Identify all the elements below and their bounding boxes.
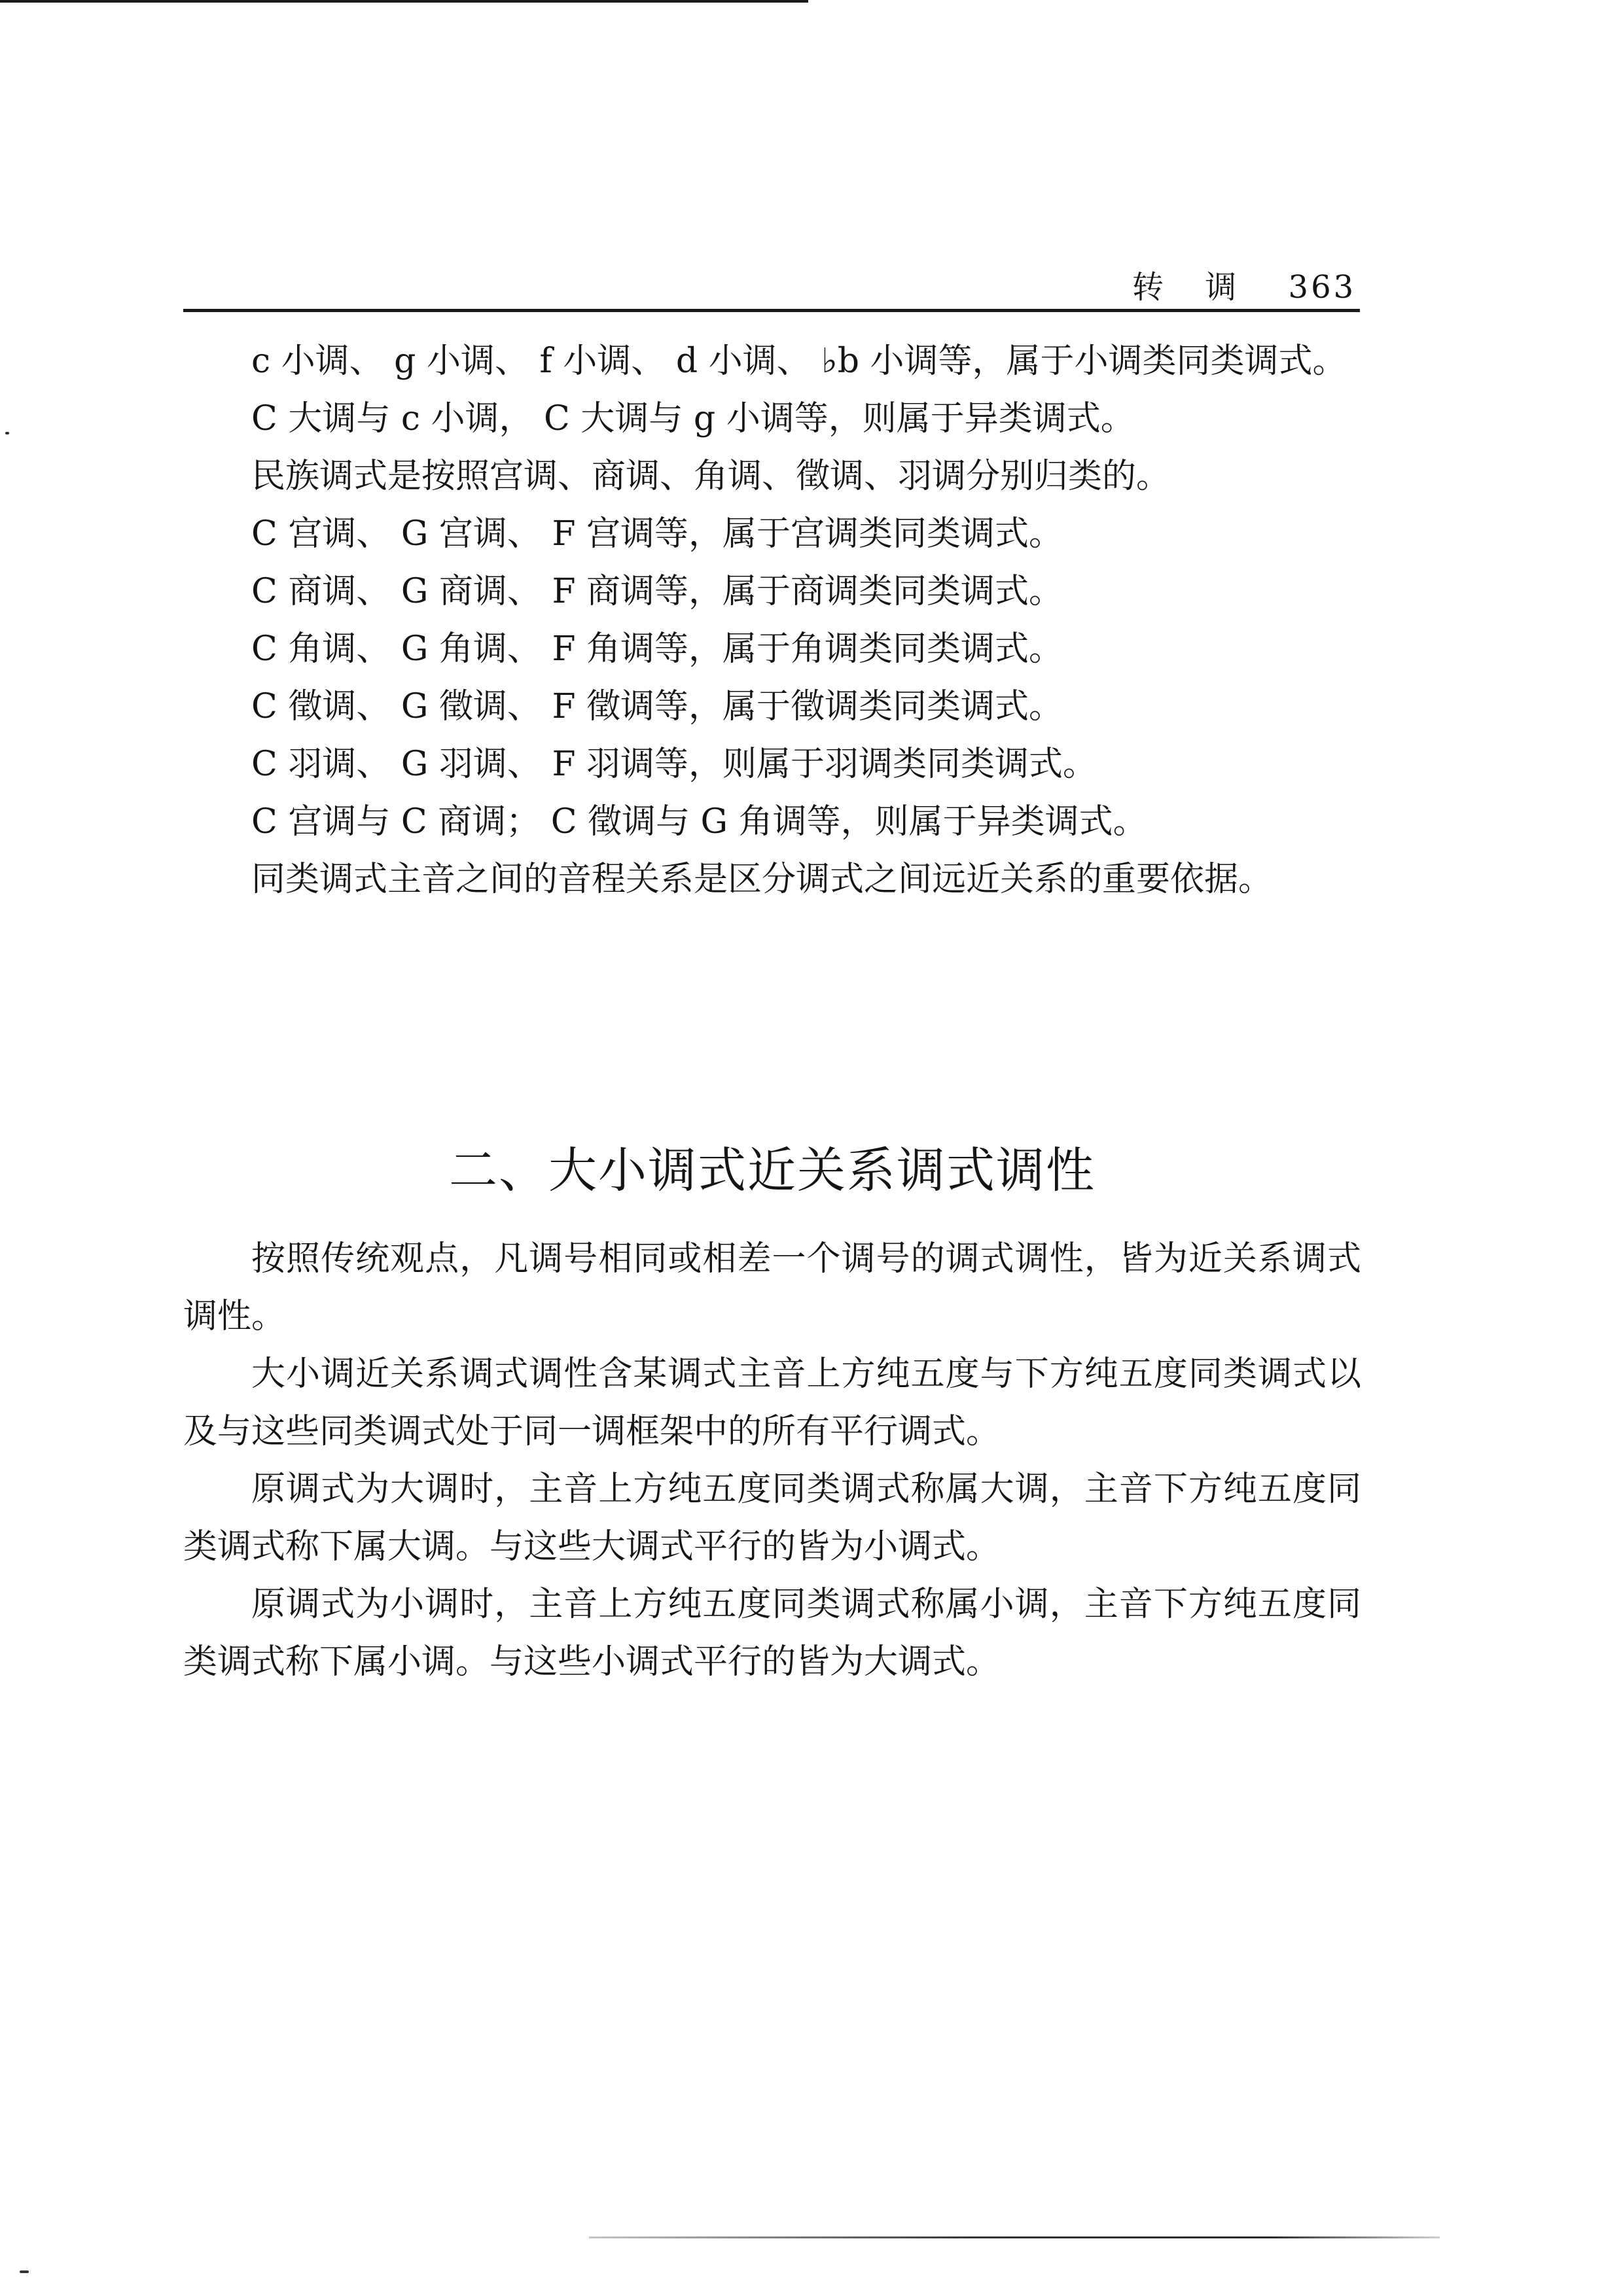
body-text-bottom [183,1230,1361,1691]
paragraph: C 宫调、 G 宫调、 F 宫调等，属于宫调类同类调式。 [251,514,1063,554]
page-number: 363 [1288,269,1357,306]
chapter-title: 转 调 [1132,269,1253,306]
header-rule [183,309,1360,312]
paragraph: 原调式为小调时，主音上方纯五度同类调式称属小调，主音下方纯五度同类调式称下属小调。与这些小调式平行的皆为大调式。 [183,1585,1361,1682]
paragraph: 民族调式是按照宫调、商调、角调、徵调、羽调分别归类的。 [251,457,1171,496]
paragraph: 大小调近关系调式调性含某调式主音上方纯五度与下方纯五度同类调式以及与这些同类调式处于同一调框架中的所有平行调式。 [183,1354,1361,1451]
top-edge-rule [0,0,808,3]
paragraph: 原调式为大调时，主音上方纯五度同类调式称属大调，主音下方纯五度同类调式称下属大调。与这些大调式平行的皆为小调式。 [183,1470,1361,1566]
bottom-scan-rule [589,2236,1440,2238]
scan-speck [20,2270,29,2273]
body-text-top [183,332,1361,908]
paragraph: c 小调、 g 小调、 f 小调、 d 小调、 ♭b 小调等，属于小调类同类调式。 [251,342,1347,381]
paragraph: 同类调式主音之间的音程关系是区分调式之间远近关系的重要依据。 [251,860,1273,899]
paragraph: C 大调与 c 小调， C 大调与 g 小调等，则属于异类调式。 [251,399,1135,438]
scan-speck [5,432,9,434]
paragraph: C 宫调与 C 商调； C 徵调与 G 角调等，则属于异类调式。 [251,802,1147,841]
paragraph: 按照传统观点，凡调号相同或相差一个调号的调式调性，皆为近关系调式调性。 [183,1239,1361,1336]
running-header [1132,262,1356,307]
paragraph: C 角调、 G 角调、 F 角调等，属于角调类同类调式。 [251,629,1063,669]
paragraph: C 羽调、 G 羽调、 F 羽调等，则属于羽调类同类调式。 [251,745,1097,784]
paragraph: C 商调、 G 商调、 F 商调等，属于商调类同类调式。 [251,572,1063,611]
paragraph: C 徵调、 G 徵调、 F 徵调等，属于徵调类同类调式。 [251,687,1063,726]
section-heading: 二、大小调式近关系调式调性 [449,1142,1096,1199]
